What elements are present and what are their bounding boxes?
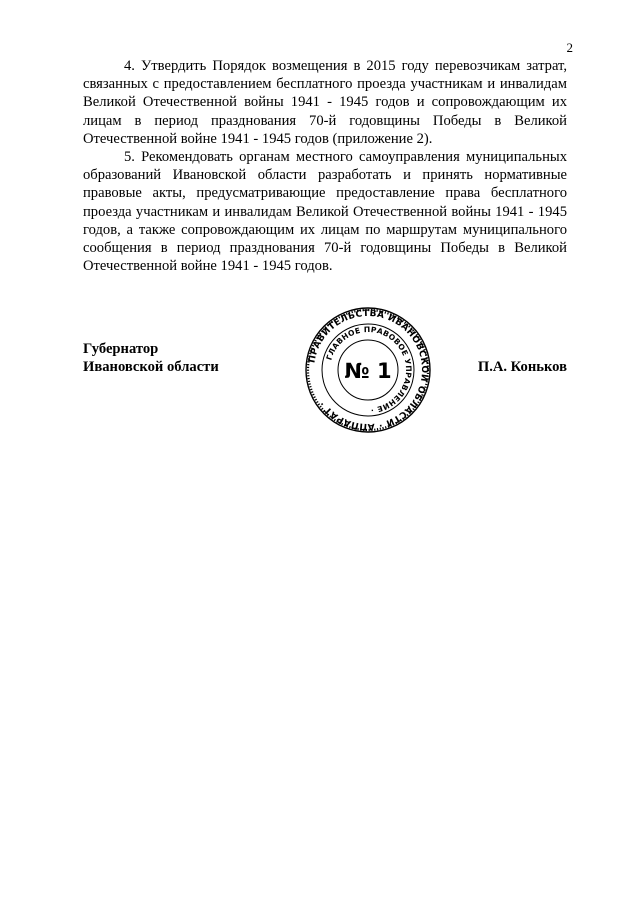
signatory-title-line1: Губернатор xyxy=(83,341,159,357)
seal-number: № 1 xyxy=(344,359,392,383)
seal-inner-text: ГЛАВНОЕ ПРАВОВОЕ УПРАВЛЕНИЕ · xyxy=(324,324,414,415)
document-body xyxy=(83,57,567,275)
signatory-name: П.А. Коньков xyxy=(477,359,567,375)
signature-block xyxy=(83,308,567,432)
official-seal xyxy=(304,306,432,434)
paragraph-5: 5. Рекомендовать органам местного самоуправления муниципальных образований Ивановской области разработать и принять нормативные правовые акты, предусматривающие предоставление права бесплатного проезда участникам и инвалидам Великой Отечественной войны 1941 - 1945 годов, а также сопровождающим их лицам по маршрутам муниципального сообщения в период празднования 70-й годовщины Победы в Великой Отечественной войне 1941 - 1945 годов. xyxy=(83,149,567,275)
seal-outer-text: ПРАВИТЕЛЬСТВА ИВАНОВСКОЙ ОБЛАСТИ · АППАРАТ · xyxy=(307,308,430,432)
signatory-title-line2: Ивановской области xyxy=(83,359,219,375)
paragraph-4: 4. Утвердить Порядок возмещения в 2015 году перевозчикам затрат, связанных с предоставлением бесплатного проезда участникам и инвалидам Великой Отечественной войны 1941 - 1945 годов и сопровождающим их лицам в период празднования 70-й годовщины Победы в Великой Отечественной войне 1941 - 1945 годов (приложение 2). xyxy=(83,58,567,147)
signatory-title xyxy=(83,340,219,376)
page-number: 2 xyxy=(566,40,573,55)
